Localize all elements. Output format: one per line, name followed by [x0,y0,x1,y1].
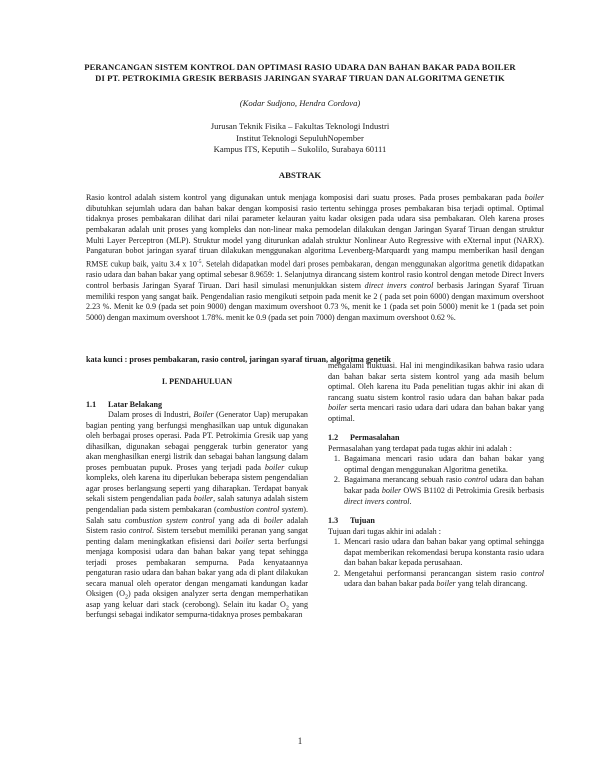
subsection-number: 1.2 [328,433,339,443]
abstract-heading: ABSTRAK [278,170,322,180]
abstract-italic: direct invers control [364,280,434,290]
tujuan-list [328,537,544,590]
section-heading: I. PENDAHULUAN [161,377,233,386]
authors: (Kodar Sudjono, Hendra Cordova) [239,98,361,108]
affiliation [60,121,540,156]
subsection-heading-latar-belakang [86,400,308,411]
abstract-italic: boiler [524,193,544,202]
subsection-heading-tujuan [328,516,544,527]
list-item: 2. Mengetahui performansi perancangan sistem rasio control udara dan bahan bakar pada boiler yang telah dirancang. [342,569,544,590]
affiliation-line: Institut Teknologi SepuluhNopember [236,132,364,143]
list-item: 2. Bagaimana merancang sebuah rasio control udara dan bahan bakar pada boiler OWS B1102 di Petrokimia Gresik berbasis direct invers control. [342,475,544,507]
keywords: kata kunci : proses pembakaran, rasio control, jaringan syaraf tiruan, algoritma genetik [86,355,392,364]
affiliation-line: Jurusan Teknik Fisika – Fakultas Teknologi Industri [210,121,390,131]
tujuan-intro: Tujuan dari tugas akhir ini adalah : [328,526,441,536]
abstract-body [86,193,544,324]
affiliation-line: Kampus ITS, Keputih – Sukolilo, Surabaya 60111 [213,144,387,155]
abstract-text: berbasis Jaringan Syaraf Tiruan memiliki respon yang sangat baik. Pengendalian rasio mengikuti setpoin pada menit ke 2 ( pada set poin 6000) dengan maximum overshoot 2.23 %. Menit ke 0.9 (pada set poin 9000) dengan maximum overshoot 0.73 %, menit ke 1 (pada set poin 5000) menit ke 1 (pada set poin 5000) dengan maximum overshoot 1.78%. menit ke 0.9 (pada set poin 7000) dengan maximum overshoot 0.62 %. [86,280,544,322]
continuation-paragraph: mengalami fluktuasi. Hal ini mengindikasikan bahwa rasio udara dan bahan bakar serta sistem kontrol yang ada masih belum optimal. Oleh karena itu Pada penelitian tugas akhir ini akan di rancang suatu sistem kontrol rasio udara dan bahan bakar pada boiler serta mencari rasio udara dari udara dan bahan bakar yang optimal. [328,361,544,423]
abstract-superscript: -5 [196,258,202,265]
list-item: 1. Mencari rasio udara dan bahan bakar yang optimal sehingga dapat memberikan rekomendasi berupa konstanta rasio udara dan bahan bakar kepada perusahaan. [342,537,544,569]
permasalahan-list [328,454,544,507]
subsection-title: Permasalahan [350,433,400,443]
abstract-text: . Setelah didapatkan model dari proses pembakaran, dengan menggunakan algoritma genetik didapatkan rasio udara dan bahan bakar yang optimal sebesar 8.9659: 1. Selanjutnya dirancang sistem kontrol rasio kontrol dengan metode Direct Invers control berbasis Jaringan Syaraf Tiruan. Dari hasil simulasi menunjukkan sistem [86,259,544,290]
abstract-text: Rasio kontrol adalah sistem kontrol yang digunakan untuk menjaga komposisi dari suatu proses. Pada proses pembakaran pada [86,193,525,202]
page-number: 1 [297,736,303,746]
left-column [86,370,308,621]
latar-belakang-paragraph: Dalam proses di Industri, Boiler (Generator Uap) merupakan bagian penting yang berfungsi menghasilkan uap untuk digunakan oleh berbagai proses operasi. Pada PT. Petrokimia Gresik uap yang dihasilkan, digunakan sebagai penggerak turbin generator yang akan menghasilkan energi listrik dan sebagai bahan langsung dalam proses pembuatan pupuk. Proses yang terjadi pada boiler cukup kompleks, oleh karena itu diperlukan beberapa sistem pengendalian agar proses berlangsung seperti yang diharapkan. Terdapat banyak sekali sistem pengendalian pada boiler, salah satunya adalah sistem pengendalian pada sistem pembakaran (combustion control system). Salah satu combustion system control yang ada di boiler adalah Sistem rasio control. Sistem tersebut memiliki peranan yang sangat penting dalam meningkatkan efisiensi dari boiler serta berfungsi menjaga komposisi udara dan bahan bakar yang tepat sehingga terjadi proses pembakaran sempurna. Pada kenyataannya pengaturan rasio udara dan bahan bakar yang ada di plant dilakukan secara manual oleh operator dengan mengamati kandungan kadar Oksigen $(O_2)$ pada oksigen analyzer serta dengan memperhatikan asap yang keluar dari stack (cerobong). Selain itu kadar $O_2$ yang berfungsi sebagai indikator sempurna-tidaknya proses pembakaran [86,410,309,620]
subsection-number: 1.3 [328,516,339,526]
permasalahan-intro: Permasalahan yang terdapat pada tugas akhir ini adalah : [328,443,512,453]
paper-title [60,62,540,84]
title-line-1: PERANCANGAN SISTEM KONTROL DAN OPTIMASI RASIO UDARA DAN BAHAN BAKAR PADA BOILER [84,62,516,72]
title-line-2: DI PT. PETROKIMIA GRESIK BERBASIS JARINGAN SYARAF TIRUAN DAN ALGORITMA GENETIK [95,73,505,83]
abstract-text: dibutuhkan sejumlah udara dan bahan bakar dengan komposisi rasio tertentu sehingga proses pembakaran bisa terjadi optimal. Optimal tidaknya proses pembakaran dilihat dari nilai parameter kelauran yaitu kadar oksigen pada udara sisa pembakaran. Oleh karena proses pembakaran adalah unit proses yang kompleks dan non-linear maka pemodelan dilakukan dengan Jaringan Syaraf Tiruan dengan struktur Multi Layer Perceptron (MLP). Struktur model yang diturunkan adalah struktur Nonlinear Auto Regressive with eXternal input (NARX). Pangaturan bobot jaringan syaraf tiruan dilakukan menggunakan algoritma Levenberg-Marquardt yang mampu memberikan hasil dengan RMSE cukup baik, yaitu 3.4 x 10 [86,203,544,269]
subsection-number: 1.1 [86,399,97,409]
subsection-title: Latar Belakang [108,399,163,409]
subsection-heading-permasalahan [328,433,544,444]
right-column [328,361,544,590]
list-item: 1. Bagaimana mencari rasio udara dan bahan bakar yang optimal dengan menggunakan Algoritma genetika. [342,454,544,475]
subsection-title: Tujuan [350,516,375,526]
